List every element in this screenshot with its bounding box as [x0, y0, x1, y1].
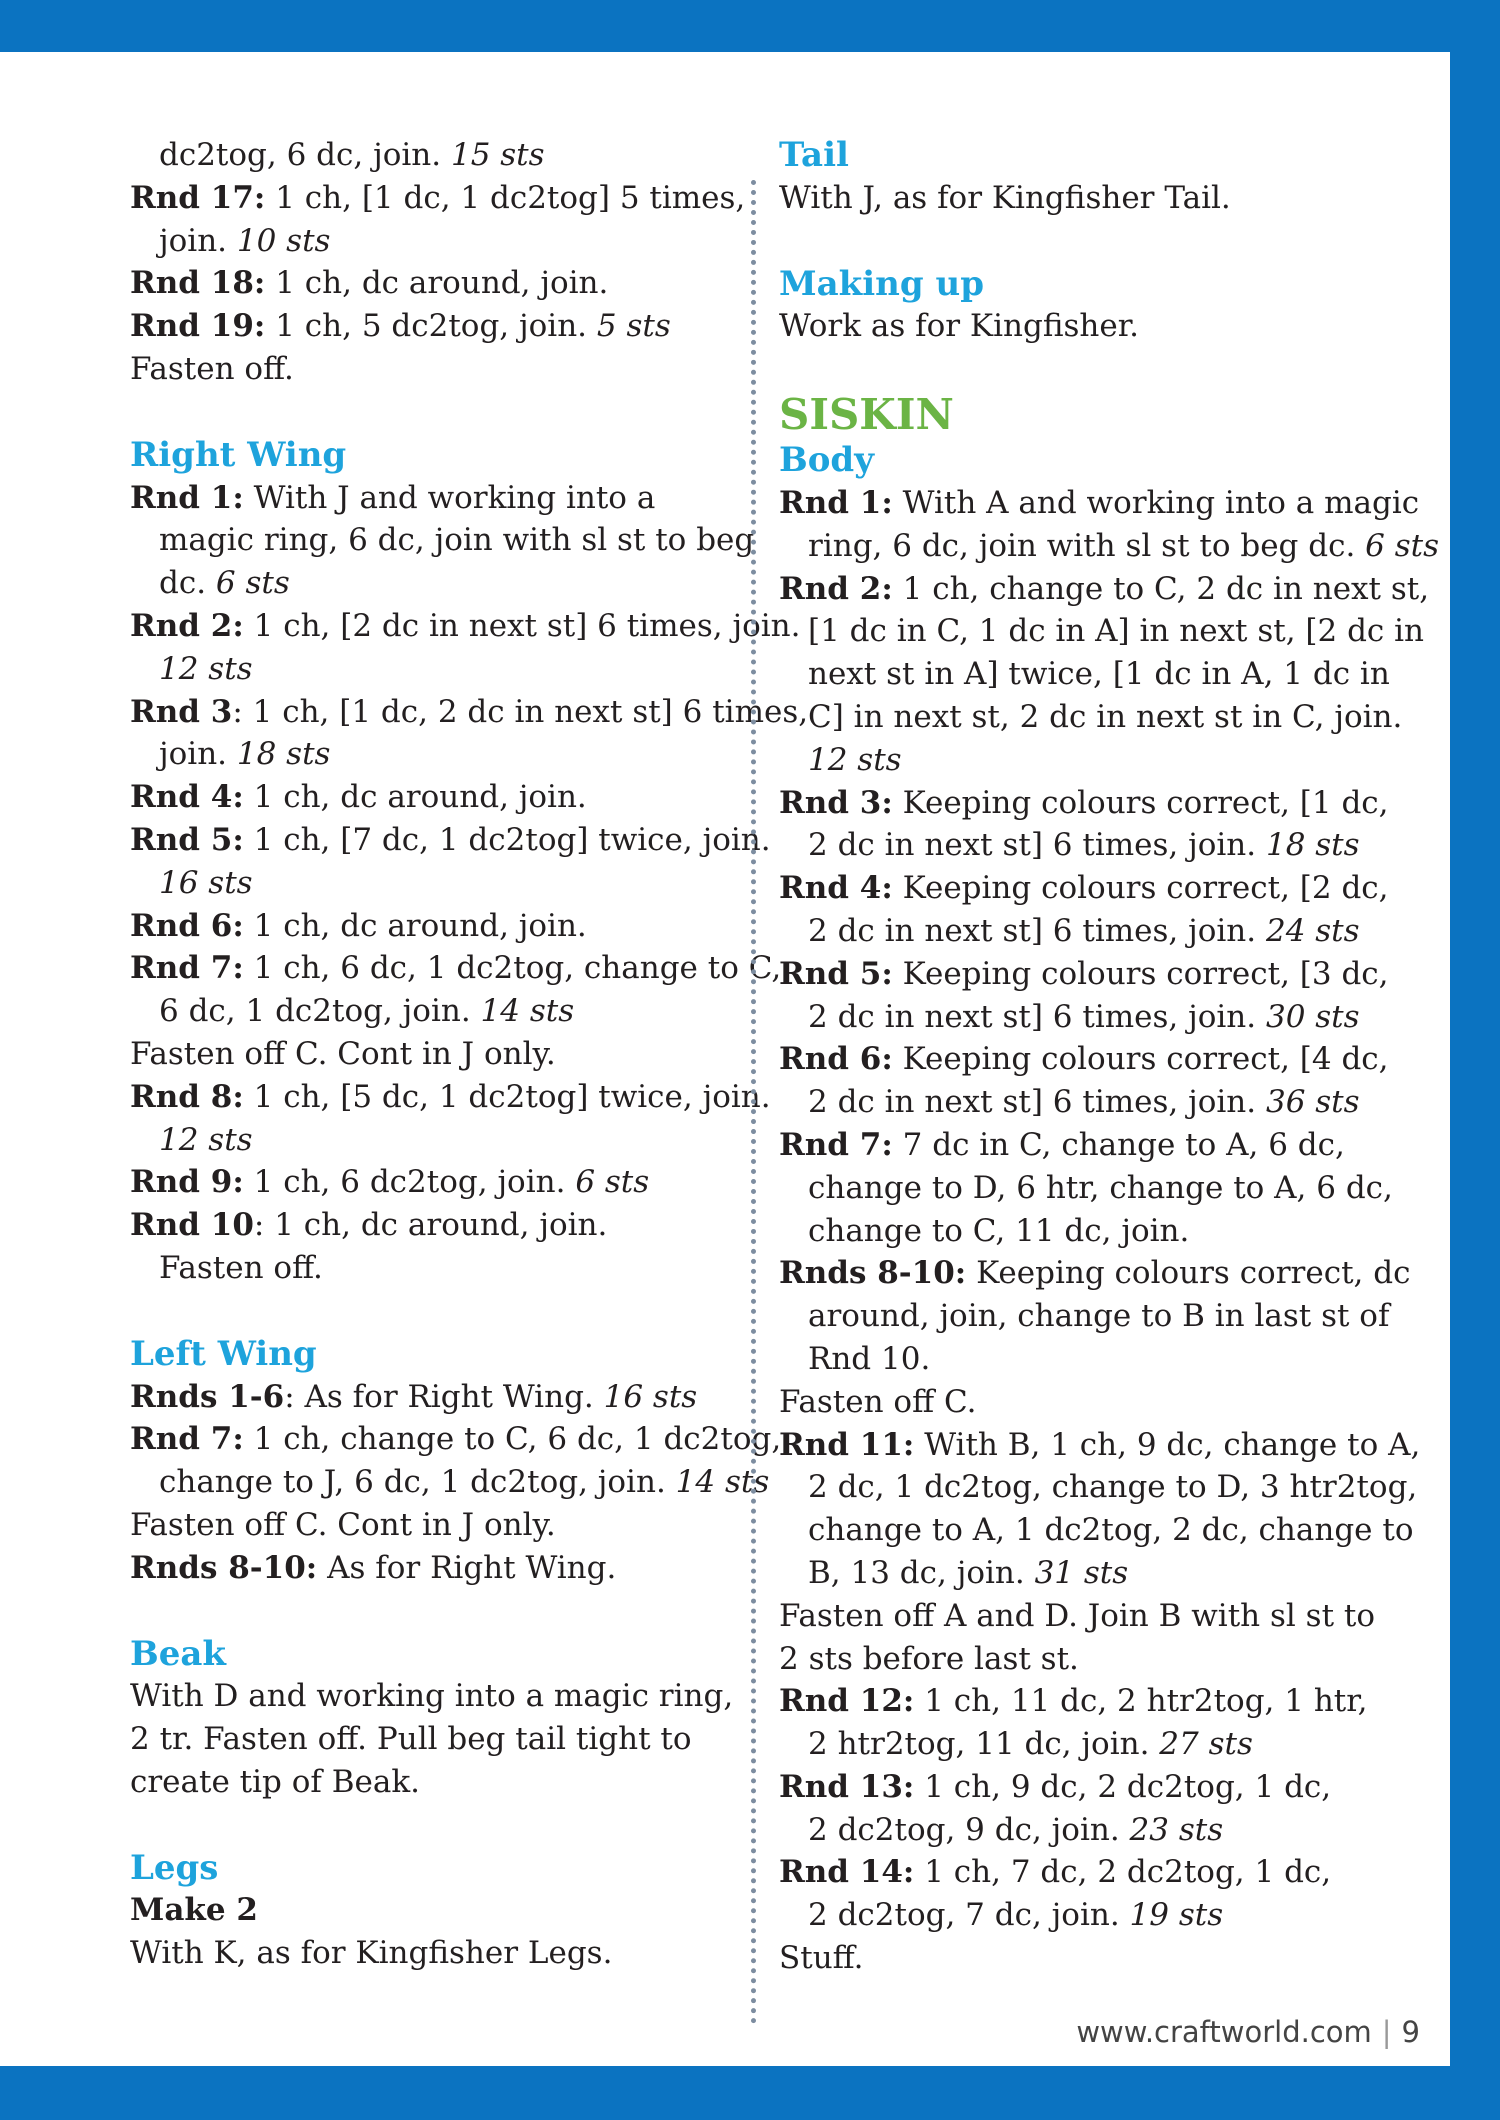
instruction-text: 2 dc in next st] 6 times, join.	[808, 912, 1266, 949]
section-heading: Body	[779, 440, 874, 481]
section-heading: Left Wing	[130, 1333, 317, 1374]
instruction-text: 1 ch, [5 dc, 1 dc2tog] twice, join.	[243, 1078, 771, 1115]
pattern-line	[779, 568, 1430, 611]
pattern-line	[130, 947, 782, 990]
instruction-text: Rnd 10.	[808, 1340, 931, 1377]
pattern-line	[779, 1894, 1419, 1937]
pattern-line	[779, 824, 1419, 867]
instruction-text: 1 ch, [1 dc, 1 dc2tog] 5 times,	[265, 179, 746, 216]
instruction-text: 2 dc in next st] 6 times, join.	[808, 827, 1266, 864]
round-label: Rnd 17:	[130, 179, 266, 216]
spacer	[779, 348, 1419, 391]
round-label: Rnd 1:	[779, 484, 893, 521]
pattern-line	[130, 605, 801, 648]
pattern-line	[779, 177, 1419, 220]
instruction-text: Fasten off A and D. Join B with sl st to	[779, 1597, 1376, 1634]
stitch-count: 5 sts	[596, 308, 671, 345]
pattern-line	[779, 1338, 1419, 1381]
pattern-line	[779, 1295, 1419, 1338]
page-number: 9	[1401, 2015, 1420, 2049]
stitch-count: 23 sts	[1129, 1811, 1224, 1848]
pattern-line	[130, 1119, 740, 1162]
page	[0, 52, 1450, 2066]
instruction-text: change to D, 6 htr, change to A, 6 dc,	[808, 1169, 1393, 1206]
instruction-text: dc2tog, 6 dc, join.	[159, 137, 451, 173]
instruction-text: create tip of Beak.	[130, 1763, 420, 1800]
pattern-line	[779, 525, 1440, 568]
pattern-line	[779, 482, 1419, 525]
instruction-text: 1 ch, 5 dc2tog, join.	[265, 308, 597, 345]
round-label: Rnd 5:	[779, 955, 893, 992]
pattern-line	[130, 1461, 770, 1504]
stitch-count: 15 sts	[450, 137, 545, 173]
round-label: Rnd 7:	[130, 950, 244, 987]
pattern-line	[779, 1638, 1419, 1681]
instruction-text: 1 ch, [7 dc, 1 dc2tog] twice, join.	[243, 821, 771, 858]
round-label: Rnd 11:	[779, 1426, 915, 1463]
pattern-line	[779, 910, 1419, 953]
instruction-text: As for Right Wing.	[317, 1549, 617, 1586]
instruction-text: Keeping colours correct, [2 dc,	[892, 870, 1389, 907]
pattern-line	[130, 1033, 740, 1076]
round-label: Rnd 4:	[130, 779, 244, 816]
instruction-text: Fasten off C.	[779, 1383, 977, 1420]
pattern-line	[130, 819, 771, 862]
pattern-line	[130, 1418, 782, 1461]
round-label: Rnd 13:	[779, 1768, 915, 1805]
instruction-text: 1 ch, dc around, join.	[265, 265, 609, 302]
pattern-line	[779, 1595, 1419, 1638]
pattern-line	[779, 1509, 1419, 1552]
pattern-line	[779, 1680, 1419, 1723]
instruction-text: With J and working into a	[243, 479, 656, 516]
spacer	[130, 391, 740, 434]
instruction-text: 7 dc in C, change to A, 6 dc,	[892, 1126, 1345, 1163]
instruction-text: C] in next st, 2 dc in next st in C, join.	[808, 698, 1403, 735]
instruction-text: With D and working into a magic ring,	[130, 1678, 734, 1715]
page-footer	[1000, 2015, 1420, 2049]
pattern-line	[130, 1761, 740, 1804]
instruction-text: 2 dc, 1 dc2tog, change to D, 3 htr2tog,	[808, 1469, 1418, 1506]
pattern-line	[779, 1552, 1419, 1595]
pattern-line	[130, 691, 809, 734]
instruction-text: 1 ch, 11 dc, 2 htr2tog, 1 htr,	[914, 1683, 1368, 1720]
pattern-line	[779, 1937, 1419, 1980]
instruction-text: 1 ch, [2 dc in next st] 6 times, join.	[243, 607, 801, 644]
instruction-text: Fasten off C. Cont in J only.	[130, 1506, 556, 1543]
round-label: Rnds 8-10:	[130, 1549, 318, 1586]
instruction-text: change to A, 1 dc2tog, 2 dc, change to	[808, 1512, 1414, 1549]
stitch-count: 36 sts	[1265, 1084, 1360, 1121]
round-label: Rnd 18:	[130, 265, 266, 302]
pattern-line	[130, 1504, 740, 1547]
dotted-divider	[751, 180, 756, 2025]
round-label: Rnd 19:	[130, 308, 266, 345]
pattern-line	[130, 905, 740, 948]
pattern-line	[779, 1252, 1419, 1295]
pattern-line	[779, 953, 1419, 996]
instruction-text: With J, as for Kingfisher Tail.	[779, 179, 1231, 216]
stitch-count: 12 sts	[159, 1121, 253, 1158]
instruction-text: B, 13 dc, join.	[808, 1554, 1035, 1591]
instruction-text: : 1 ch, dc around, join.	[253, 1207, 608, 1244]
pattern-line	[130, 1889, 740, 1932]
pattern-line	[130, 1376, 740, 1419]
spacer	[779, 220, 1419, 263]
spacer	[130, 1590, 740, 1633]
pattern-line	[779, 1723, 1419, 1766]
stitch-count: 18 sts	[236, 736, 331, 773]
pattern-line	[130, 1247, 740, 1290]
stitch-count: 6 sts	[215, 565, 290, 602]
stitch-count: 31 sts	[1034, 1554, 1129, 1591]
stitch-count: 14 sts	[675, 1464, 770, 1501]
instruction-text: Keeping colours correct, [1 dc,	[892, 784, 1389, 821]
instruction-text: Keeping colours correct, dc	[966, 1255, 1411, 1292]
pattern-line	[130, 348, 740, 391]
instruction-text: Fasten off.	[159, 1249, 323, 1286]
footer-url[interactable]: www.craftworld.com	[1076, 2015, 1372, 2049]
spacer	[130, 1804, 740, 1847]
round-label: Rnd 4:	[779, 870, 893, 907]
pattern-line	[779, 1851, 1419, 1894]
section-heading: Beak	[130, 1633, 226, 1674]
pattern-line	[130, 733, 740, 776]
pattern-line	[779, 1381, 1419, 1424]
round-label: Rnd 12:	[779, 1683, 915, 1720]
instruction-text: With B, 1 ch, 9 dc, change to A,	[914, 1426, 1421, 1463]
pattern-line	[779, 1424, 1419, 1467]
round-label: Rnd 5:	[130, 821, 244, 858]
round-label: Rnd 3:	[779, 784, 893, 821]
pattern-line	[130, 262, 740, 305]
right-column	[779, 134, 1440, 1980]
instruction-text: Work as for Kingfisher.	[779, 308, 1139, 345]
round-label: Rnd 6:	[130, 907, 244, 944]
round-label: Rnd 9:	[130, 1164, 244, 1201]
instruction-text: 2 htr2tog, 11 dc, join.	[808, 1726, 1160, 1763]
instruction-text: magic ring, 6 dc, join with sl st to beg	[159, 522, 755, 559]
instruction-text: Keeping colours correct, [4 dc,	[892, 1041, 1389, 1078]
pattern-line	[130, 1076, 771, 1119]
instruction-text: next st in A] twice, [1 dc in A, 1 dc in	[808, 656, 1390, 693]
pattern-line	[779, 739, 1419, 782]
instruction-text: 2 dc in next st] 6 times, join.	[808, 998, 1266, 1035]
instruction-text: 2 dc2tog, 7 dc, join.	[808, 1897, 1130, 1934]
pattern-line	[130, 134, 740, 177]
round-label: Rnd 7:	[130, 1421, 244, 1458]
instruction-text: 1 ch, 9 dc, 2 dc2tog, 1 dc,	[914, 1768, 1332, 1805]
round-label: Rnd 2:	[779, 570, 893, 607]
stitch-count: 10 sts	[236, 222, 331, 259]
instruction-text: Stuff.	[779, 1940, 864, 1977]
footer-separator: |	[1381, 2015, 1392, 2049]
round-label: Rnd 8:	[130, 1078, 244, 1115]
pattern-line	[130, 477, 740, 520]
pattern-line	[130, 220, 740, 263]
pattern-line	[779, 782, 1419, 825]
stitch-count: 24 sts	[1265, 912, 1360, 949]
round-label: Rnds 1-6	[130, 1378, 285, 1415]
section-heading: Tail	[779, 135, 849, 175]
instruction-text: 6 dc, 1 dc2tog, join.	[159, 993, 481, 1030]
pattern-line	[130, 1675, 740, 1718]
pattern-line	[779, 696, 1419, 739]
stitch-count: 6 sts	[1365, 527, 1440, 564]
instruction-text: Fasten off.	[130, 350, 294, 387]
round-label: Rnd 14:	[779, 1854, 915, 1891]
round-label: Rnd 6:	[779, 1041, 893, 1078]
pattern-line	[130, 177, 746, 220]
round-label: Rnd 3	[130, 693, 233, 730]
pattern-line	[130, 1547, 740, 1590]
instruction-text: [1 dc in C, 1 dc in A] in next st, [2 dc in	[808, 613, 1425, 650]
pattern-line	[779, 1038, 1419, 1081]
round-label: Rnd 1:	[130, 479, 244, 516]
pattern-line	[779, 1466, 1419, 1509]
stitch-count: 14 sts	[480, 993, 575, 1030]
pattern-line	[779, 1766, 1419, 1809]
section-heading: Making up	[779, 263, 984, 304]
instruction-text: 1 ch, change to C, 2 dc in next st,	[892, 570, 1430, 607]
pattern-line	[130, 519, 755, 562]
pattern-line	[130, 305, 740, 348]
instruction-text: change to C, 11 dc, join.	[808, 1212, 1190, 1249]
stitch-count: 18 sts	[1265, 827, 1360, 864]
pattern-line	[130, 1932, 740, 1975]
pattern-line	[779, 867, 1419, 910]
pattern-line	[130, 776, 740, 819]
pattern-line	[779, 1081, 1419, 1124]
pattern-line	[779, 305, 1419, 348]
instruction-text: dc.	[159, 565, 216, 602]
instruction-text: 2 dc in next st] 6 times, join.	[808, 1084, 1266, 1121]
pattern-line	[779, 1124, 1419, 1167]
instruction-text: around, join, change to B in last st of	[808, 1298, 1390, 1335]
instruction-text: With A and working into a magic	[892, 484, 1420, 521]
stitch-count: 19 sts	[1129, 1897, 1224, 1934]
instruction-text: : 1 ch, [1 dc, 2 dc in next st] 6 times,	[232, 693, 809, 730]
stitch-count: 27 sts	[1159, 1726, 1253, 1763]
instruction-text: 1 ch, 6 dc, 1 dc2tog, change to C,	[243, 950, 782, 987]
pattern-line	[779, 1167, 1419, 1210]
stitch-count: 16 sts	[159, 864, 253, 901]
pattern-line	[130, 562, 740, 605]
instruction-text: 2 tr. Fasten off. Pull beg tail tight to	[130, 1721, 692, 1758]
instruction-text: 1 ch, 7 dc, 2 dc2tog, 1 dc,	[914, 1854, 1332, 1891]
stitch-count: 30 sts	[1265, 998, 1360, 1035]
pattern-line	[130, 648, 740, 691]
instruction-text: change to J, 6 dc, 1 dc2tog, join.	[159, 1464, 676, 1501]
instruction-text: 2 dc2tog, 9 dc, join.	[808, 1811, 1130, 1848]
pattern-line	[779, 1210, 1419, 1253]
pattern-line	[779, 1809, 1419, 1852]
section-title: SISKIN	[779, 390, 954, 440]
stitch-count: 16 sts	[603, 1378, 698, 1415]
pattern-line	[130, 1161, 740, 1204]
stitch-count: 6 sts	[575, 1164, 650, 1201]
round-label: Rnds 8-10:	[779, 1255, 967, 1292]
round-label: Rnd 10	[130, 1207, 254, 1244]
instruction-text: join.	[159, 222, 237, 259]
pattern-line	[130, 1204, 740, 1247]
round-label: Rnd 2:	[130, 607, 244, 644]
instruction-text: 1 ch, change to C, 6 dc, 1 dc2tog,	[243, 1421, 782, 1458]
instruction-text: 2 sts before last st.	[779, 1640, 1079, 1677]
pattern-line	[130, 1718, 740, 1761]
left-column	[130, 134, 809, 1975]
pattern-line	[779, 653, 1419, 696]
section-heading: Right Wing	[130, 434, 347, 475]
spacer	[130, 1290, 740, 1333]
instruction-text: join.	[159, 736, 237, 773]
instruction-text: 1 ch, dc around, join.	[243, 779, 587, 816]
stitch-count: 12 sts	[808, 741, 902, 778]
pattern-line	[779, 610, 1425, 653]
pattern-line	[130, 862, 740, 905]
round-label: Rnd 7:	[779, 1126, 893, 1163]
instruction-text: ring, 6 dc, join with sl st to beg dc.	[808, 527, 1366, 564]
instruction-text: With K, as for Kingfisher Legs.	[130, 1935, 613, 1972]
pattern-line	[779, 996, 1419, 1039]
instruction-text: : As for Right Wing.	[284, 1378, 604, 1415]
pattern-line	[130, 990, 740, 1033]
instruction-text: 1 ch, 6 dc2tog, join.	[243, 1164, 576, 1201]
stitch-count: 12 sts	[159, 650, 253, 687]
instruction-text: Keeping colours correct, [3 dc,	[892, 955, 1389, 992]
instruction-text: Fasten off C. Cont in J only.	[130, 1035, 556, 1072]
instruction-text: 1 ch, dc around, join.	[243, 907, 587, 944]
section-heading: Legs	[130, 1847, 219, 1888]
round-label: Make 2	[130, 1892, 258, 1929]
